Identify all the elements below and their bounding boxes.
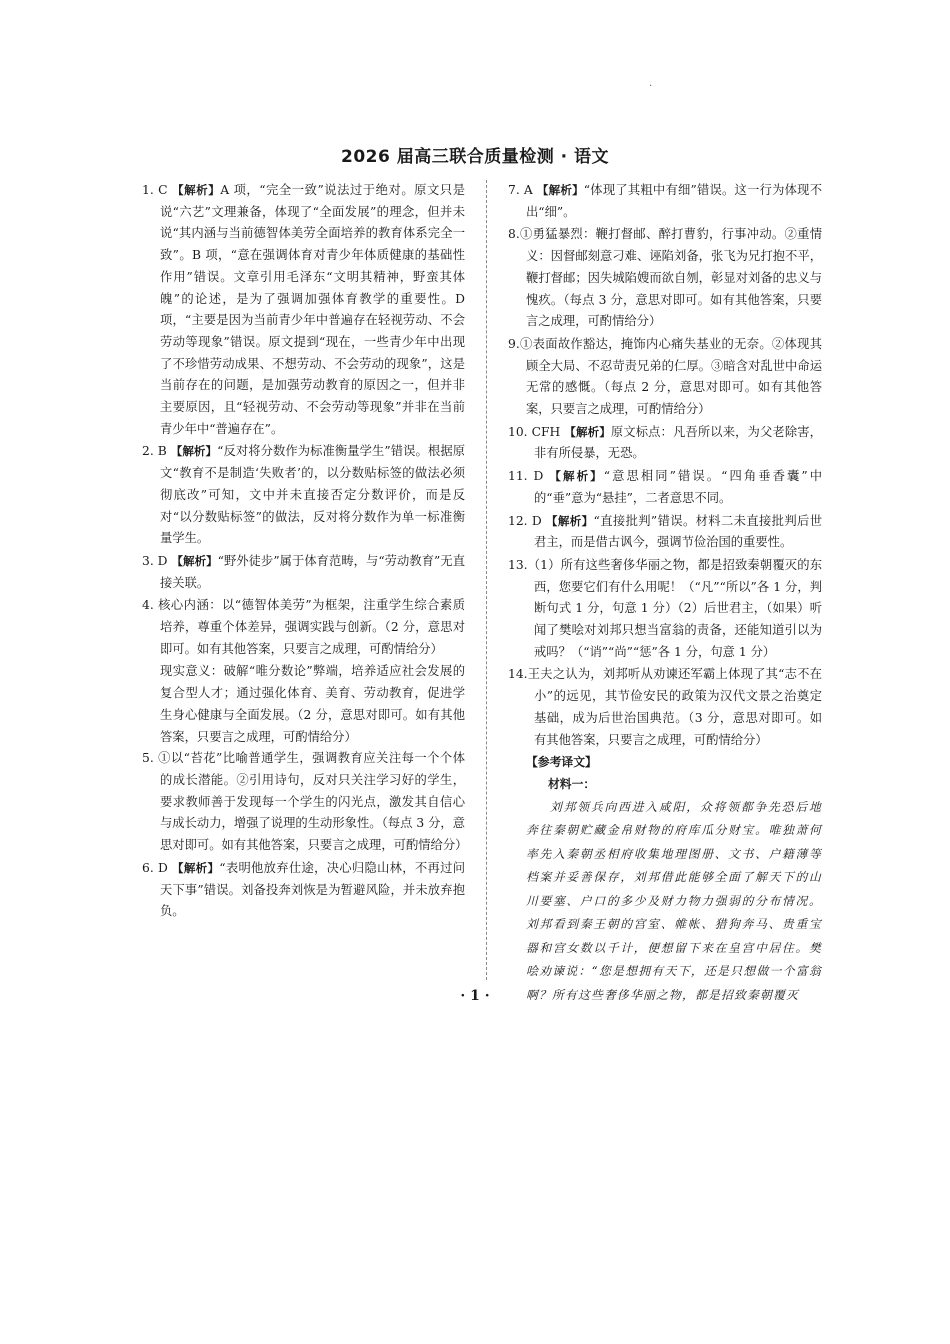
answer-continuation — [142, 661, 465, 748]
answer-item — [508, 422, 822, 465]
answer-text: “野外徒步”属于体育范畴，与“劳动教育”无直接关联。 — [160, 553, 465, 590]
answer-item — [142, 180, 465, 440]
answer-item — [508, 466, 822, 509]
answer-item — [142, 858, 465, 923]
answer-number: 7. A — [508, 183, 533, 197]
analysis-tag: 【解析】 — [546, 513, 594, 528]
answer-item — [508, 555, 822, 664]
answer-item — [508, 334, 822, 421]
analysis-tag: 【解析】 — [170, 444, 218, 459]
answer-number: 1. C — [142, 183, 168, 197]
answer-text: “反对将分数作为标准衡量学生”错误。根据原文“教育不是制造‘失败者’的，以分数贴标签的做法必须彻底改”可知，文中并未直接否定分数评价，而是反对“以分数贴标签”的做法，反对将分数作为单一标准衡量学生。 — [160, 444, 465, 546]
answer-text: ①勇猛暴烈：鞭打督邮、醉打曹豹，行事冲动。②重情义：因督邮刻意刁难、诬陷刘备，张飞为兄打抱不平，鞭打督邮；因失城陷嫂而欲自刎，彰显对刘备的忠义与愧疚。（每点 3 分，意思对即可。如有其他答案，只要言之成理，可酌情给分） — [519, 227, 822, 329]
material-label: 材料一： — [548, 776, 596, 791]
answer-text: “表明他放弃仕途，决心归隐山林，不再过问天下事”错误。刘备投奔刘恢是为暂避风险，并未放弃抱负。 — [160, 860, 465, 919]
answer-item — [142, 748, 468, 857]
answer-text: 核心内涵：以“德智体美劳”为框架，注重学生综合素质培养，尊重个体差异，强调实践与创新。（2 分，意思对即可。如有其他答案，只要言之成理，可酌情给分） — [158, 598, 465, 656]
answer-number: 9. — [508, 336, 520, 351]
answer-text: 原文标点：凡吾所以来，为父老除害，非有所侵暴，无恐。 — [534, 424, 822, 461]
left-column — [142, 180, 468, 924]
answer-text: A 项，“完全一致”说法过于绝对。原文只是说“六艺”文理兼备，体现了“全面发展”的理念，但并未说“其内涵与当前德智体美劳全面培养的教育体系完全一致”。B 项，“意在强调体育对青少年体质健康的基础性作用”错误。文章引用毛泽东“文明其精神，野蛮其体魄”的论述，是为了强调加强体育教学的重要性。D 项，“主要是因为当前青少年中普遍存在轻视劳动、不会劳动等现象”错误。原文提到“现在，一些青少年中出现了不珍惜劳动成果、不想劳动、不会劳动的现象”，这是当前存在的问题，是加强劳动教育的原因之一，但并非主要原因，且“轻视劳动、不会劳动等现象”并非在当前青少年中“普遍存在”。 — [160, 183, 465, 436]
answer-item — [508, 664, 822, 751]
answer-item — [508, 180, 822, 223]
analysis-tag: 【解析】 — [564, 424, 611, 439]
answer-number: 13. — [508, 557, 528, 572]
answer-number: 3. D — [142, 553, 168, 568]
answer-number: 12. D — [508, 513, 542, 528]
answer-number: 11. D — [508, 469, 544, 484]
answer-item — [142, 441, 465, 550]
answer-text: “意思相同”错误。“四角垂香囊”中的“垂”意为“悬挂”，二者意思不同。 — [534, 469, 823, 505]
answer-item — [142, 551, 465, 594]
answer-item — [508, 224, 822, 333]
answer-text: 王夫之认为，刘邦听从劝谏还军霸上体现了其“志不在小”的远见，其节俭安民的政策为汉代文景之治奠定基础，成为后世治国典范。（3 分，意思对即可。如有其他答案，只要言之成理，可酌情给分） — [527, 667, 822, 747]
answer-number: 2. B — [142, 444, 167, 459]
answer-text: ①表面故作豁达，掩饰内心痛失基业的无奈。②体现其顾全大局、不忍苛责兄弟的仁厚。③暗含对乱世中命运无常的感慨。（每点 2 分，意思对即可。如有其他答案，只要言之成理，可酌情给分） — [519, 336, 822, 417]
answer-text: 现实意义：破解“唯分数论”弊端，培养适应社会发展的复合型人才；通过强化体育、美育、劳动教育，促进学生身心健康与全面发展。（2 分，意思对即可。如有其他答案，只要言之成理，可酌情给分） — [160, 664, 465, 744]
answer-number: 4. — [142, 598, 154, 613]
answer-text: ①以“苔花”比喻普通学生，强调教育应关注每一个个体的成长潜能。②引用诗句，反对只关注学习好的学生，要求教师善于发现每一个学生的闪光点，激发其自信心与成长动力，增强了说理的生动形象性。（每点 3 分，意思对即可。如有其他答案，只要言之成理，可酌情给分） — [158, 751, 468, 853]
page-number: · 1 · — [460, 988, 490, 1004]
analysis-tag: 【解析】 — [172, 860, 220, 875]
analysis-tag: 【解析】 — [172, 183, 221, 197]
translation-text: 刘邦领兵向西进入咸阳，众将领都争先恐后地奔往秦朝贮藏金帛财物的府库瓜分财宝。唯独萧何率先入秦朝丞相府收集地理图册、文书、户籍薄等档案并妥善保存，刘邦借此能够全面了解天下的山川要塞、户口的多少及财力物力强弱的分布情况。刘邦看到秦王朝的宫室、帷帐、猎狗奔马、贵重宝器和宫女数以千计，便想留下来在皇宫中居住。樊哙劝谏说：“您是想拥有天下，还是只想做一个富翁啊？所有这些奢侈华丽之物，都是招致秦朝覆灭 — [526, 799, 822, 1002]
right-column — [508, 180, 822, 1007]
column-divider — [486, 180, 487, 980]
answer-number: 10. CFH — [508, 424, 561, 439]
corner-dot: . — [649, 78, 653, 89]
analysis-tag: 【解析】 — [536, 183, 584, 197]
answer-text: “体现了其粗中有细”错误。这一行为体现不出“细”。 — [526, 183, 822, 219]
answer-number: 14. — [508, 667, 528, 682]
analysis-tag: 【解析】 — [549, 469, 604, 484]
answer-item — [142, 595, 465, 660]
answer-number: 8. — [508, 227, 520, 242]
answer-text: （1）所有这些奢侈华丽之物，都是招致秦朝覆灭的东西，您要它们有什么用呢！（“凡”“所以”各 1 分，判断句式 1 分，句意 1 分）（2）后世君主，（如果）听闻了樊哙对刘邦只想当富翁的责备，还能知道引以为戒吗？（“诮”“尚”“惩”各 1 分，句意 1 分） — [527, 557, 822, 659]
reference-heading: 【参考译文】 — [526, 755, 597, 770]
answer-number: 5. — [142, 751, 154, 766]
analysis-tag: 【解析】 — [171, 553, 218, 568]
answer-number: 6. D — [142, 860, 168, 875]
answer-text: “直接批判”错误。材料二未直接批判后世君主，而是借古讽今，强调节俭治国的重要性。 — [534, 513, 823, 550]
page-title: 2026 届高三联合质量检测 · 语文 — [340, 147, 610, 167]
answer-item — [508, 511, 822, 554]
